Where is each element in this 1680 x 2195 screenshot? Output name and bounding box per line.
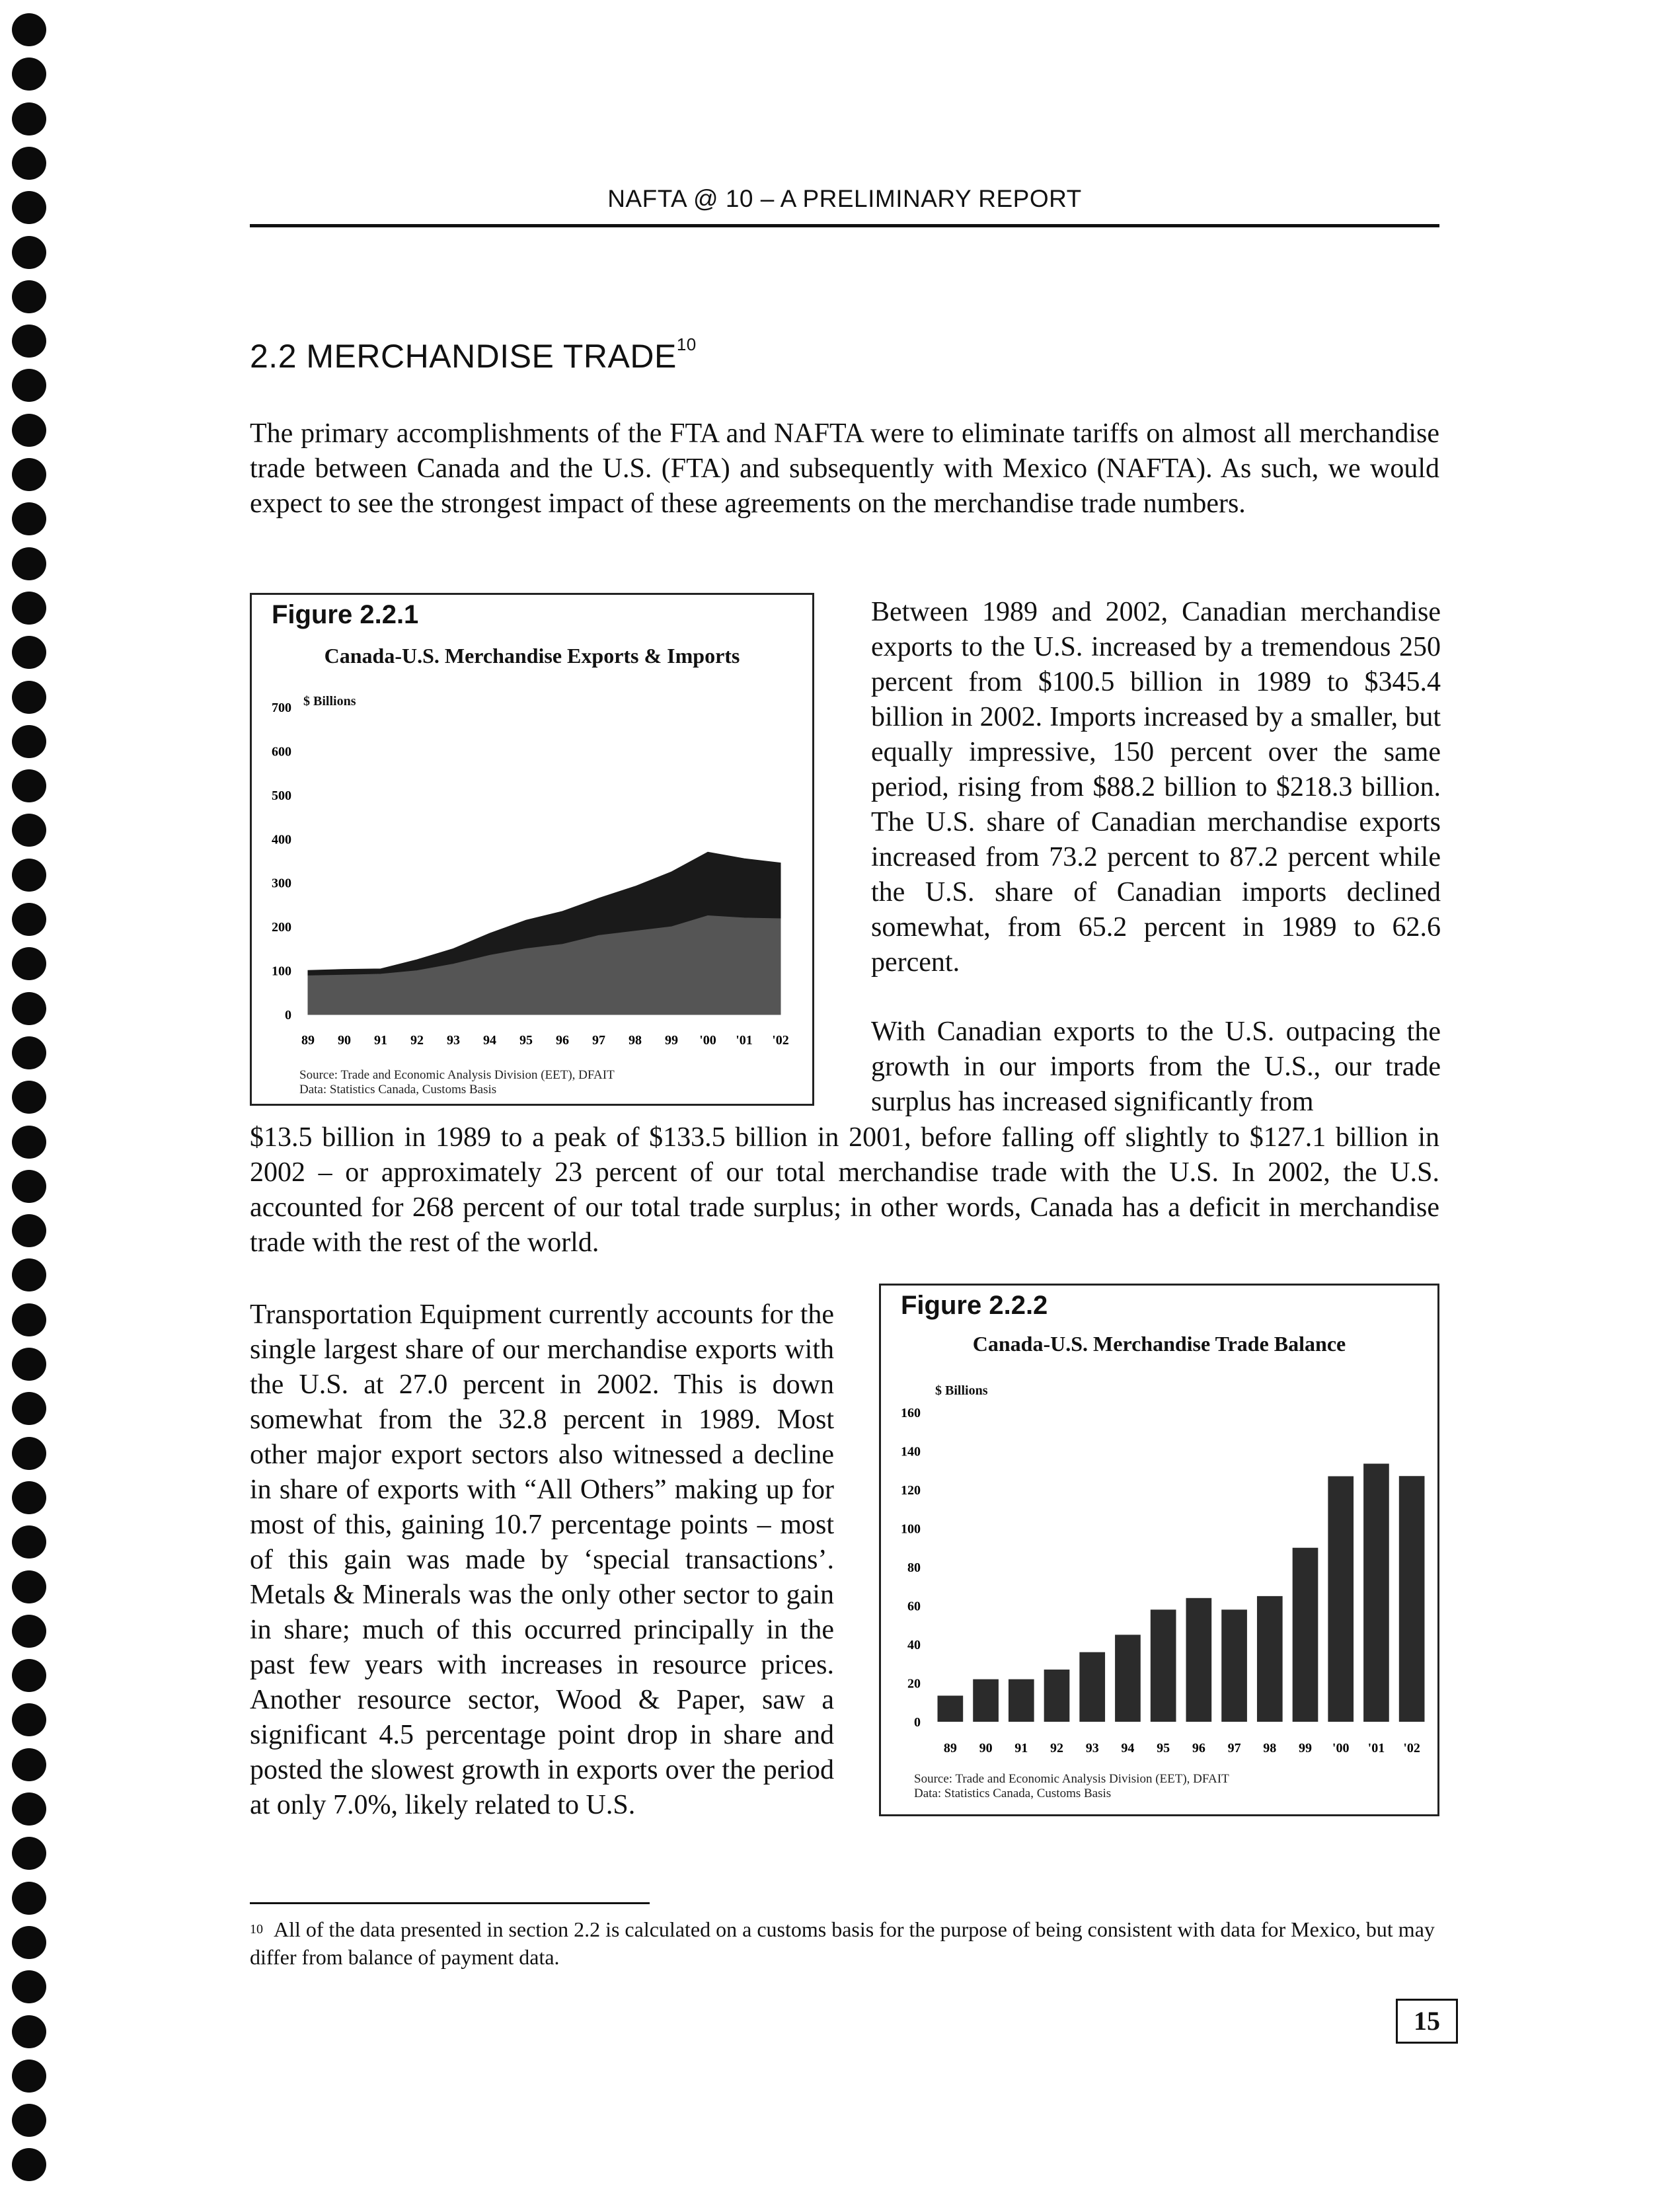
bar (973, 1679, 999, 1722)
binder-hole (12, 1615, 46, 1648)
x-tick-label: '02 (1403, 1741, 1420, 1755)
figure-title: Canada-U.S. Merchandise Trade Balance (972, 1332, 1346, 1356)
binder-hole (12, 1437, 46, 1470)
figure-trade-balance (879, 1284, 1439, 1816)
x-tick-label: 92 (410, 1033, 424, 1048)
y-tick-label: 0 (285, 1008, 291, 1022)
paragraph-intro: The primary accomplishments of the FTA and NAFTA were to eliminate tariffs on almost all merchandise trade between Canada and the U.S. (FTA) and subsequently with Mexico (NAFTA). As such, we would expect to see the strongest impact of these agreements on the merchandise trade numbers. (250, 418, 1439, 519)
binder-hole (12, 102, 46, 135)
x-tick-label: 93 (447, 1033, 460, 1048)
binder-hole (12, 1703, 46, 1736)
section-title (250, 334, 697, 375)
x-tick-label: '00 (699, 1033, 716, 1048)
binder-hole (12, 1214, 46, 1247)
x-tick-label: '02 (772, 1033, 789, 1048)
x-tick-label: 91 (374, 1033, 387, 1048)
x-tick-label: 91 (1014, 1741, 1028, 1755)
y-tick-label: 100 (901, 1521, 921, 1537)
y-tick-label: 600 (272, 744, 291, 759)
x-tick-label: 95 (519, 1033, 533, 1048)
binder-hole (12, 1303, 46, 1336)
binder-hole (12, 191, 46, 224)
binder-holes (12, 13, 52, 2188)
binder-hole (12, 369, 46, 402)
binder-hole (12, 1036, 46, 1069)
bar (1399, 1476, 1425, 1722)
binder-hole (12, 547, 46, 580)
figure-source: Source: Trade and Economic Analysis Division (EET), DFAIT (299, 1068, 615, 1082)
figure-unit: $ Billions (303, 694, 356, 709)
binder-hole (12, 1525, 46, 1559)
bar (938, 1696, 964, 1722)
binder-hole (12, 725, 46, 758)
y-tick-label: 80 (907, 1560, 921, 1575)
x-tick-label: '00 (1332, 1741, 1350, 1755)
x-tick-label: 93 (1085, 1741, 1099, 1755)
footnote-text: All of the data presented in section 2.2 is calculated on a customs basis for the purpose of being consistent with data for Mexico, but may differ from balance of payment data. (250, 1917, 1435, 1969)
paragraph-exports: Between 1989 and 2002, Canadian merchandise exports to the U.S. increased by a tremendous 250 percent from $100.5 billion in 1989 to $345.4 billion in 2002. Imports increased by a smaller, but equally impressive, 150 percent over the same period, rising from $88.2 billion to $218.3 billion. The U.S. share of Canadian merchandise exports increased from 73.2 percent to 87.2 percent while the U.S. share of Canadian imports declined somewhat, from 65.2 percent in 1989 to 62.6 percent. (871, 597, 1441, 978)
paragraph-surplus-cont: $13.5 billion in 1989 to a peak of $133.5 billion in 2001, before falling off slightly to $127.1 billion in 2002 – or approximately 23 percent of our total merchandise trade with the U.S. In 2002, the U.S. accounted for 268 percent of our total trade surplus; in other words, Canada has a deficit in merchandise trade with the rest of the world. (250, 1122, 1439, 1258)
binder-hole (12, 1081, 46, 1114)
figure-data-note: Data: Statistics Canada, Customs Basis (299, 1083, 497, 1097)
figure-unit: $ Billions (935, 1383, 988, 1398)
x-tick-label: 94 (1121, 1741, 1135, 1755)
bar (1257, 1596, 1283, 1722)
binder-hole (12, 13, 46, 46)
binder-hole (12, 1258, 46, 1291)
bar (1293, 1548, 1318, 1722)
x-tick-label: 97 (1227, 1741, 1241, 1755)
header-rule (250, 224, 1439, 227)
binder-hole (12, 280, 46, 313)
footnote (250, 1915, 1439, 1971)
binder-hole (12, 1970, 46, 2003)
x-tick-label: 89 (301, 1033, 315, 1048)
binder-hole (12, 2015, 46, 2048)
y-tick-label: 100 (272, 964, 291, 979)
paragraph-surplus: With Canadian exports to the U.S. outpacing the growth in our imports from the U.S., our trade surplus has increased significantly from (871, 1017, 1441, 1117)
binder-hole (12, 1126, 46, 1159)
binder-hole (12, 1748, 46, 1781)
bar (1115, 1635, 1141, 1722)
binder-hole (12, 325, 46, 358)
page-number: 15 (1396, 1999, 1458, 2044)
binder-hole (12, 1348, 46, 1381)
figure-source: Source: Trade and Economic Analysis Division (EET), DFAIT (914, 1772, 1229, 1786)
area-chart (252, 595, 812, 1104)
binder-hole (12, 58, 46, 91)
x-tick-label: '01 (1367, 1741, 1385, 1755)
binder-hole (12, 1481, 46, 1514)
paragraph-transportation: Transportation Equipment currently accounts for the single largest share of our merchandise exports with the U.S. at 27.0 percent in 2002. This is down somewhat from the 32.8 percent in 1989. Most other major export sectors also witnessed a decline in share of exports with “All Others” making up for most of this, gaining 10.7 percentage points – most of this gain was made by ‘special transactions’. Metals & Minerals was the only other sector to gain in share; much of this occurred principally in the past few years with increases in resource prices. Another resource sector, Wood & Paper, saw a significant 4.5 percentage point drop in share and posted the slowest growth in exports over the period at only 7.0%, likely related to U.S. (250, 1299, 834, 1820)
x-tick-label: 98 (1263, 1741, 1277, 1755)
y-tick-label: 700 (272, 701, 291, 715)
binder-hole (12, 1926, 46, 1959)
y-tick-label: 120 (901, 1483, 921, 1498)
bar (1328, 1477, 1354, 1722)
section-title-text: 2.2 MERCHANDISE TRADE (250, 338, 677, 375)
binder-hole (12, 2148, 46, 2181)
binder-hole (12, 992, 46, 1025)
binder-hole (12, 502, 46, 535)
binder-hole (12, 1837, 46, 1870)
binder-hole (12, 1792, 46, 1826)
bar (1151, 1609, 1176, 1722)
bar (1009, 1679, 1034, 1722)
figure-title: Canada-U.S. Merchandise Exports & Imports (324, 644, 740, 668)
x-tick-label: 97 (592, 1033, 605, 1048)
x-tick-label: 96 (556, 1033, 569, 1048)
y-tick-label: 500 (272, 788, 291, 803)
binder-hole (12, 236, 46, 269)
y-tick-label: 0 (914, 1715, 921, 1730)
x-tick-label: 94 (483, 1033, 496, 1048)
x-tick-label: 96 (1192, 1741, 1205, 1755)
bar (1363, 1464, 1389, 1722)
y-tick-label: 160 (901, 1406, 921, 1420)
binder-hole (12, 592, 46, 625)
y-tick-label: 140 (901, 1444, 921, 1459)
figure-data-note: Data: Statistics Canada, Customs Basis (914, 1787, 1112, 1800)
binder-hole (12, 414, 46, 447)
x-tick-label: 99 (665, 1033, 678, 1048)
binder-hole (12, 2060, 46, 2093)
bar (1186, 1598, 1212, 1722)
x-tick-label: 90 (338, 1033, 351, 1048)
footnote-ref: 10 (676, 334, 697, 354)
y-tick-label: 20 (907, 1676, 921, 1691)
x-tick-label: 89 (943, 1741, 957, 1755)
footnote-rule (250, 1902, 650, 1904)
footnote-number: 10 (250, 1922, 263, 1937)
figure-label: Figure 2.2.1 (272, 600, 419, 629)
binder-hole (12, 458, 46, 491)
x-tick-label: 95 (1157, 1741, 1170, 1755)
y-tick-label: 300 (272, 876, 291, 891)
bar (1221, 1609, 1247, 1722)
x-tick-label: 98 (629, 1033, 642, 1048)
binder-hole (12, 1659, 46, 1692)
x-tick-label: '01 (736, 1033, 753, 1048)
x-tick-label: 90 (979, 1741, 993, 1755)
binder-hole (12, 1392, 46, 1425)
binder-hole (12, 814, 46, 847)
binder-hole (12, 903, 46, 936)
bar-chart (881, 1286, 1437, 1814)
binder-hole (12, 1170, 46, 1203)
binder-hole (12, 1570, 46, 1603)
binder-hole (12, 859, 46, 892)
y-tick-label: 40 (907, 1638, 921, 1652)
y-tick-label: 200 (272, 920, 291, 935)
binder-hole (12, 2104, 46, 2137)
y-tick-label: 400 (272, 832, 291, 847)
figure-label: Figure 2.2.2 (901, 1291, 1048, 1320)
x-tick-label: 92 (1050, 1741, 1063, 1755)
binder-hole (12, 947, 46, 980)
binder-hole (12, 681, 46, 714)
binder-hole (12, 636, 46, 669)
binder-hole (12, 147, 46, 180)
binder-hole (12, 769, 46, 802)
binder-hole (12, 1882, 46, 1915)
bar (1044, 1670, 1070, 1722)
bar (1079, 1652, 1105, 1722)
figure-exports-imports (250, 593, 814, 1106)
y-tick-label: 60 (907, 1599, 921, 1614)
x-tick-label: 99 (1299, 1741, 1312, 1755)
running-head: NAFTA @ 10 – A PRELIMINARY REPORT (607, 185, 1082, 212)
